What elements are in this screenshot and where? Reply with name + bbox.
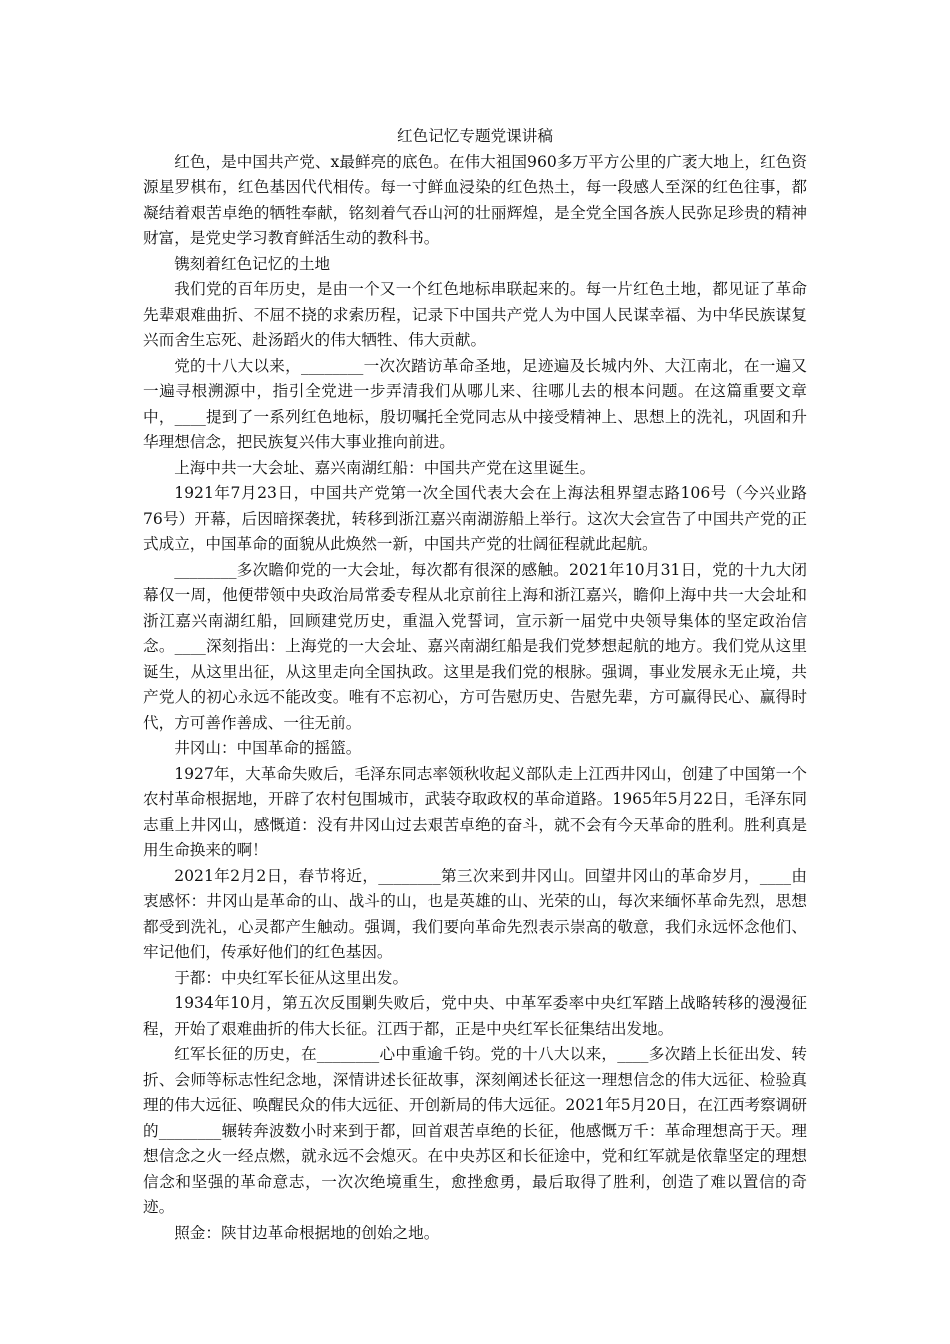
paragraph-visit-first-congress-site: ________多次瞻仰党的一大会址，每次都有很深的感触。2021年10月31日，党的十九大闭幕仅一周，他便带领中央政治局常委专程从北京前往上海和浙江嘉兴，瞻仰上海中共一大会址和浙江嘉兴南湖红船，回顾建党历史，重温入党誓词，宣示新一届党中央领导集体的坚定政治信念。____深刻指出：上海党的一大会址、嘉兴南湖红船是我们党梦想起航的地方。我们党从这里诞生，从这里出征，从这里走向全国执政。这里是我们党的根脉。强调，事业发展永无止境，共产党人的初心永远不能改变。唯有不忘初心，方可告慰历史、告慰先辈，方可赢得民心、赢得时代，方可善作善成、一往无前。 bbox=[143, 560, 807, 732]
section-heading-red-land: 镌刻着红色记忆的土地 bbox=[174, 254, 331, 273]
subheading-shanghai-jiaxing: 上海中共一大会址、嘉兴南湖红船：中国共产党在这里诞生。 bbox=[174, 458, 596, 477]
subheading-zhaojin: 照金：陕甘边革命根据地的创始之地。 bbox=[174, 1223, 440, 1242]
paragraph-intro: 红色，是中国共产党、x最鲜亮的底色。在伟大祖国960多万平方公里的广袤大地上，红色资源星罗棋布，红色基因代代相传。每一寸鲜血浸染的红色热土，每一段感人至深的红色往事，都凝结着艰苦卓绝的牺牲奉献，铭刻着气吞山河的壮丽辉煌，是全党全国各族人民弥足珍贵的精神财富，是党史学习教育鲜活生动的教科书。 bbox=[143, 152, 807, 247]
paragraph-long-march-start: 1934年10月，第五次反围剿失败后，党中央、中革军委率中央红军踏上战略转移的漫漫征程，开始了艰难曲折的伟大长征。江西于都，正是中央红军长征集结出发地。 bbox=[143, 994, 807, 1038]
subheading-jinggangshan: 井冈山：中国革命的摇篮。 bbox=[174, 739, 362, 757]
paragraph-red-landmarks: 我们党的百年历史，是由一个又一个红色地标串联起来的。每一片红色土地，都见证了革命先辈艰难曲折、不屈不挠的求索历程，记录下中国共产党人为中国人民谋幸福、为中华民族谋复兴而舍生忘死、赴汤蹈火的伟大牺牲、伟大贡献。 bbox=[143, 280, 807, 349]
document-body bbox=[143, 124, 807, 1246]
document-title: 红色记忆专题党课讲稿 bbox=[397, 127, 553, 145]
paragraph-since-18th-congress: 党的十八大以来，________一次次踏访革命圣地，足迹遍及长城内外、大江南北，在一遍又一遍寻根溯源中，指引全党进一步弄清我们从哪儿来、往哪儿去的根本问题。在这篇重要文章中，____提到了一系列红色地标，殷切嘱托全党同志从中接受精神上、思想上的洗礼，巩固和升华理想信念，把民族复兴伟大事业推向前进。 bbox=[143, 356, 807, 451]
paragraph-first-congress: 1921年7月23日，中国共产党第一次全国代表大会在上海法租界望志路106号（今兴业路76号）开幕，后因暗探袭扰，转移到浙江嘉兴南湖游船上举行。这次大会宣告了中国共产党的正式成立，中国革命的面貌从此焕然一新，中国共产党的壮阔征程就此起航。 bbox=[143, 484, 807, 553]
paragraph-jinggangshan-visit: 2021年2月2日，春节将近，________第三次来到井冈山。回望井冈山的革命岁月，____由衷感怀：井冈山是革命的山、战斗的山，也是英雄的山、光荣的山，每次来缅怀革命先烈，思想都受到洗礼，心灵都产生触动。强调，我们要向革命先烈表示崇高的敬意，我们永远怀念他们、牢记他们，传承好他们的红色基因。 bbox=[143, 866, 807, 961]
paragraph-long-march-history: 红军长征的历史，在________心中重逾千钧。党的十八大以来，____多次踏上长征出发、转折、会师等标志性纪念地，深情讲述长征故事，深刻阐述长征这一理想信念的伟大远征、检验真理的伟大远征、唤醒民众的伟大远征、开创新局的伟大远征。2021年5月20日，在江西考察调研的________辗转奔波数小时来到于都，回首艰苦卓绝的长征，他感慨万千：革命理想高于天。理想信念之火一经点燃，就永远不会熄灭。在中央苏区和长征途中，党和红军就是依靠坚定的理想信念和坚强的革命意志，一次次绝境重生，愈挫愈勇，最后取得了胜利，创造了难以置信的奇迹。 bbox=[143, 1045, 807, 1216]
paragraph-jinggangshan-history: 1927年，大革命失败后，毛泽东同志率领秋收起义部队走上江西井冈山，创建了中国第一个农村革命根据地，开辟了农村包围城市，武装夺取政权的革命道路。1965年5月22日，毛泽东同志重上井冈山，感慨道：没有井冈山过去艰苦卓绝的奋斗，就不会有今天革命的胜利。胜利真是用生命换来的啊！ bbox=[143, 764, 807, 859]
subheading-yudu: 于都：中央红军长征从这里出发。 bbox=[174, 968, 409, 987]
